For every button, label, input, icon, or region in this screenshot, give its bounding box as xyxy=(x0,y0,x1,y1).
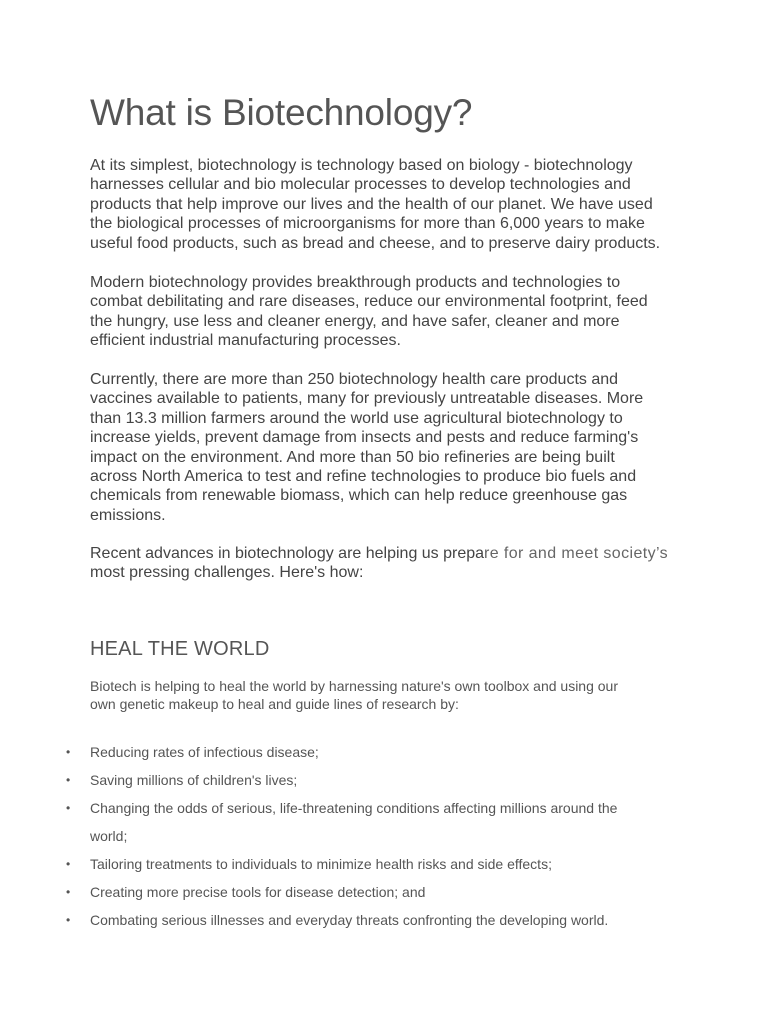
list-item xyxy=(0,766,768,794)
paragraph-line: chemicals from renewable biomass, which can help reduce greenhouse gas xyxy=(90,487,628,505)
section-intro-line: own genetic makeup to heal and guide lines of research by: xyxy=(90,696,459,712)
list-item-text: Tailoring treatments to individuals to minimize health risks and side effects; xyxy=(90,856,552,872)
bullet-icon: • xyxy=(66,801,71,815)
section-intro-line: Biotech is helping to heal the world by harnessing nature's own toolbox and using our xyxy=(90,678,619,694)
bullet-icon: • xyxy=(66,885,71,899)
paragraph-line: At its simplest, biotechnology is technology based on biology - biotechnology xyxy=(90,157,633,174)
paragraph-line: emissions. xyxy=(90,506,166,524)
list-item-text: Saving millions of children's lives; xyxy=(90,772,298,788)
list-item-text: world; xyxy=(90,828,128,844)
paragraph-intro xyxy=(90,156,690,253)
paragraph-line: the hungry, use less and cleaner energy, and have safer, cleaner and more xyxy=(90,312,620,330)
paragraph-modern-biotech xyxy=(90,273,690,351)
list-item-text: Combating serious illnesses and everyday threats confronting the developing world. xyxy=(90,912,609,928)
paragraph-line: increase yields, prevent damage from insects and pests and reduce farming's xyxy=(90,429,639,447)
list-item xyxy=(0,878,768,906)
paragraph-line-part: re for and meet society’s xyxy=(484,545,669,562)
bullet-icon: • xyxy=(66,913,71,927)
bullet-icon: • xyxy=(66,745,71,759)
page-title: What is Biotechnology? xyxy=(90,92,473,133)
paragraph-line: Currently, there are more than 250 biotechnology health care products and xyxy=(90,371,619,388)
paragraph-line: Modern biotechnology provides breakthrough products and technologies to xyxy=(90,274,621,291)
paragraph-current-stats xyxy=(90,370,690,525)
list-item-text: Creating more precise tools for disease detection; and xyxy=(90,884,426,900)
paragraph-line: products that help improve our lives and the health of our planet. We have used xyxy=(90,195,653,213)
list-item-continuation xyxy=(0,822,768,850)
paragraph-line: most pressing challenges. Here's how: xyxy=(90,564,364,582)
paragraph-line-part: Recent advances in biotechnology are helping us prepa xyxy=(90,545,485,562)
paragraph-recent-advances xyxy=(90,544,690,583)
section-intro xyxy=(90,677,618,713)
bullet-list xyxy=(0,738,768,934)
bullet-icon: • xyxy=(66,857,71,871)
list-item xyxy=(0,738,768,766)
paragraph-line: than 13.3 million farmers around the world use agricultural biotechnology to xyxy=(90,409,623,427)
list-item-text: Changing the odds of serious, life-threatening conditions affecting millions around the xyxy=(90,800,618,816)
paragraph-line: vaccines available to patients, many for previously untreatable diseases. More xyxy=(90,390,644,408)
paragraph-line xyxy=(90,544,690,563)
paragraph-line: impact on the environment. And more than 50 bio refineries are being built xyxy=(90,448,615,466)
paragraph-line: harnesses cellular and bio molecular processes to develop technologies and xyxy=(90,176,631,194)
paragraph-line: combat debilitating and rare diseases, reduce our environmental footprint, feed xyxy=(90,293,648,311)
section-heading: HEAL THE WORLD xyxy=(90,638,270,660)
list-item xyxy=(0,850,768,878)
list-item xyxy=(0,906,768,934)
paragraph-line: the biological processes of microorganisms for more than 6,000 years to make xyxy=(90,215,645,233)
paragraph-line: across North America to test and refine technologies to produce bio fuels and xyxy=(90,468,637,486)
paragraph-line: useful food products, such as bread and cheese, and to preserve dairy products. xyxy=(90,234,661,252)
list-item-text: Reducing rates of infectious disease; xyxy=(90,744,319,760)
paragraph-line: efficient industrial manufacturing processes. xyxy=(90,332,401,350)
list-item xyxy=(0,794,768,822)
bullet-icon: • xyxy=(66,773,71,787)
